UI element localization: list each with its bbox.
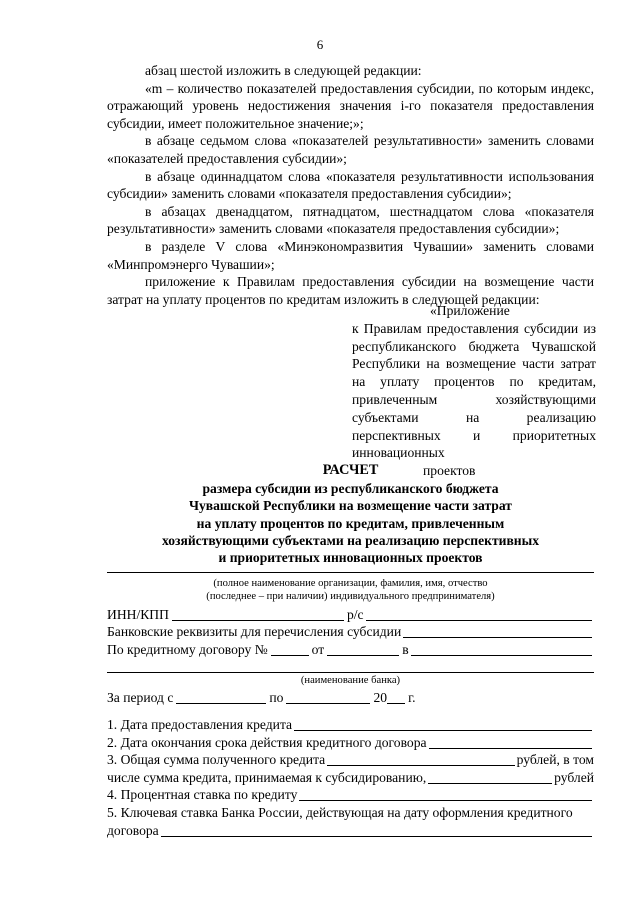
item-5-cont-row xyxy=(107,821,594,839)
paragraph: абзац шестой изложить в следующей редакции: xyxy=(145,63,422,78)
item-3-cont-row xyxy=(107,768,594,786)
title-line: размера субсидии из республиканского бюджета xyxy=(202,481,499,497)
item-4-field[interactable] xyxy=(299,788,592,801)
year-prefix: 20 xyxy=(373,690,388,706)
inn-row xyxy=(107,605,594,623)
item-2-row xyxy=(107,733,594,751)
calculation-form xyxy=(107,556,594,839)
credit-contract-row xyxy=(107,640,594,658)
item-1-field[interactable] xyxy=(294,718,592,731)
item-3-subsidized-field[interactable] xyxy=(428,771,552,784)
item-5-cont-label: договора xyxy=(107,822,159,838)
bank-requisites-field[interactable] xyxy=(403,625,592,638)
item-3-amount-field[interactable] xyxy=(327,753,514,766)
inn-field[interactable] xyxy=(172,608,344,621)
contract-from-label: от xyxy=(311,641,325,657)
appendix-heading: «Приложение xyxy=(430,303,510,318)
title-line: Чувашской Республики на возмещение части затрат xyxy=(189,498,512,514)
item-5-label: 5. Ключевая ставка Банка России, действующая на дату оформления кредитного xyxy=(107,804,573,820)
bank-requisites-row xyxy=(107,623,594,641)
item-4-label: 4. Процентная ставка по кредиту xyxy=(107,787,298,803)
item-3-label: 3. Общая сумма полученного кредита xyxy=(107,752,326,768)
period-row xyxy=(107,689,594,707)
bank-requisites-label: Банковские реквизиты для перечисления субсидии xyxy=(107,624,402,640)
rs-label: р/с xyxy=(346,606,364,622)
bank-name-line[interactable] xyxy=(107,658,594,673)
inn-label: ИНН/КПП xyxy=(107,606,169,622)
bank-name-hint: (наименование банка) xyxy=(300,674,401,686)
item-5-field[interactable] xyxy=(161,824,592,837)
item-4-row xyxy=(107,786,594,804)
item-3-cont-label: числе сумма кредита, принимаемая к субсидированию, xyxy=(107,769,427,785)
title-line: на уплату процентов по кредитам, привлеченным xyxy=(196,515,505,531)
bank-field[interactable] xyxy=(411,643,592,656)
item-2-label: 2. Дата окончания срока действия кредитного договора xyxy=(107,734,427,750)
org-name-hint-2: (последнее – при наличии) индивидуального предпринимателя) xyxy=(206,591,495,602)
title-line: и приоритетных инновационных проектов xyxy=(218,550,483,566)
item-5-row xyxy=(107,803,594,821)
contract-in-label: в xyxy=(402,641,409,657)
page-number: 6 xyxy=(316,37,324,52)
item-2-field[interactable] xyxy=(429,736,592,749)
paragraph: приложение к Правилам предоставления субсидии на возмещение части затрат на уплату процентов по кредитам изложить в следующей редакции: xyxy=(107,274,594,307)
period-label: За период с xyxy=(107,690,174,706)
period-end-field[interactable] xyxy=(286,691,370,704)
title-main: РАСЧЕТ xyxy=(322,462,379,478)
paragraph: «m – количество показателей предоставления субсидии, по которым индекс, отражающий уровень недостижения значения i-го показателя предоставления субсидии, имеет положительное значение;»; xyxy=(107,80,594,131)
item-1-label: 1. Дата предоставления кредита xyxy=(107,716,293,732)
paragraph: в абзаце одиннадцатом слова «показателя результативности использования субсидии» заменить словами «показателя предоставления субсидии»; xyxy=(107,168,594,202)
contract-date-field[interactable] xyxy=(327,643,399,656)
item-1-row xyxy=(107,715,594,733)
credit-contract-label: По кредитному договору № xyxy=(107,641,268,657)
year-suffix: г. xyxy=(408,690,416,706)
org-name-hint: (полное наименование организации, фамилия, имя, отчество xyxy=(213,578,488,589)
item-3-rub2: рублей xyxy=(554,769,594,785)
paragraph: в абзацах двенадцатом, пятнадцатом, шестнадцатом слова «показателя результативности» заменить словами «показателя предоставления субсидии»; xyxy=(107,203,594,237)
period-to-label: по xyxy=(269,690,284,706)
item-3-row xyxy=(107,751,594,769)
org-name-line[interactable] xyxy=(107,556,594,573)
item-3-rub: рублей, в том xyxy=(516,752,594,768)
title-line: хозяйствующими субъектами на реализацию перспективных xyxy=(161,532,540,548)
period-start-field[interactable] xyxy=(176,691,266,704)
year-field[interactable] xyxy=(387,691,405,704)
paragraph: в разделе V слова «Минэкономразвития Чувашии» заменить словами «Минпромэнерго Чувашии»; xyxy=(107,238,594,272)
amendment-text xyxy=(107,62,594,308)
appendix-text-end: проектов xyxy=(423,463,476,479)
contract-number-field[interactable] xyxy=(271,643,309,656)
appendix-header xyxy=(352,302,596,480)
document-title xyxy=(107,462,594,566)
appendix-text: к Правилам предоставления субсидии из республиканского бюджета Чувашской Республики на возмещение части затрат на уплату процентов по кредитам, привлеченным хозяйствующими субъектами на реализацию перспективных и приоритетных инновационных xyxy=(352,320,596,461)
paragraph: в абзаце седьмом слова «показателей результативности» заменить словами «показателей предоставления субсидии»; xyxy=(107,133,594,166)
rs-field[interactable] xyxy=(366,608,592,621)
